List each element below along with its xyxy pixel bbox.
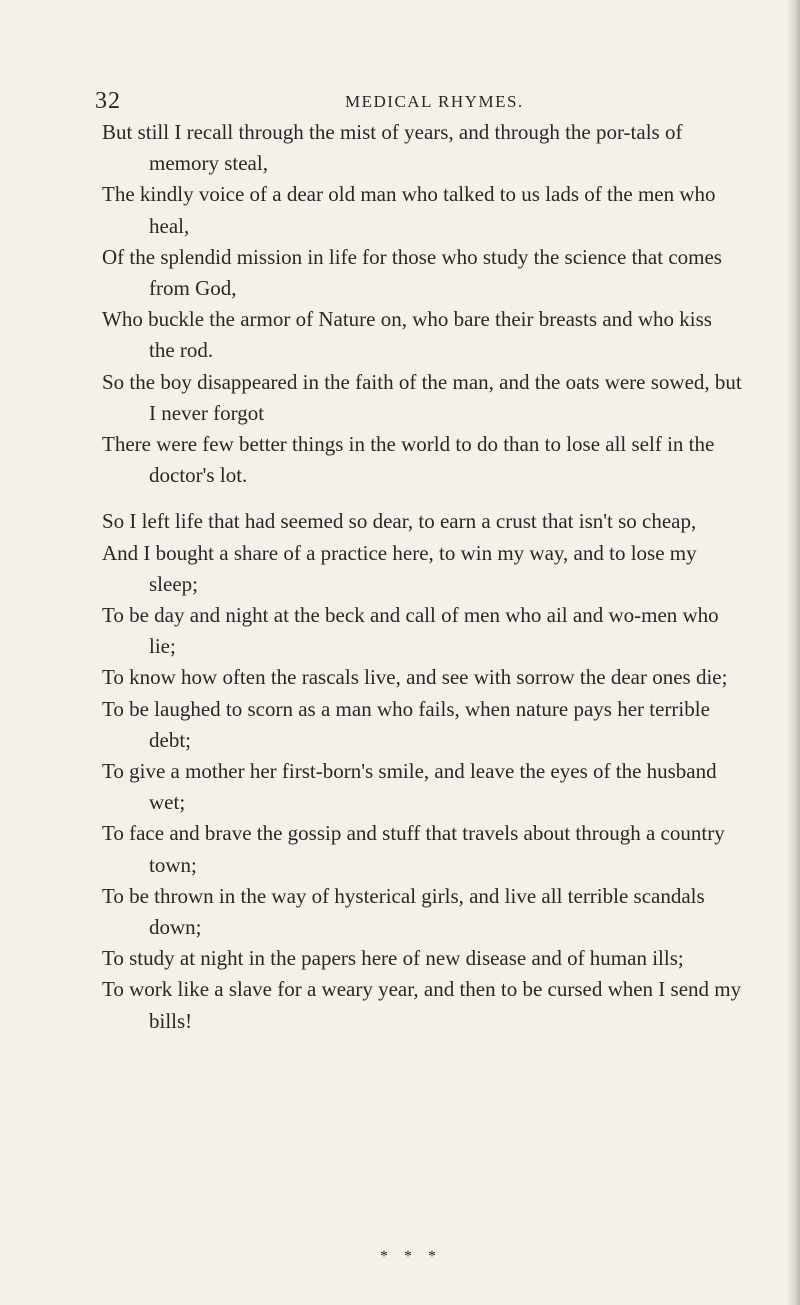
poem-line: To study at night in the papers here of new disease and of human ills; — [102, 946, 684, 971]
poem-line: There were few better things in the world to do than to lose all self in the doctor's lot. — [102, 432, 715, 488]
section-break-asterisks: * * * — [380, 1248, 442, 1265]
poem-line: But still I recall through the mist of years, and through the por-tals of memory steal, — [102, 120, 683, 176]
poem-line: Of the splendid mission in life for those who study the science that comes from God, — [102, 244, 722, 301]
page-edge-shadow — [786, 0, 800, 1305]
running-title: MEDICAL RHYMES. — [345, 92, 524, 111]
poem-line: To be laughed to scorn as a man who fails, when nature pays her terrible debt; — [102, 696, 710, 752]
stanza-2 — [102, 506, 742, 1036]
poem-line: So I left life that had seemed so dear, to earn a crust that isn't so cheap, — [102, 509, 697, 534]
poem-line: To work like a slave for a weary year, and then to be cursed when I send my bills! — [102, 977, 742, 1033]
poem-line: To know how often the rascals live, and see with sorrow the dear ones die; — [102, 665, 728, 690]
poem-line: And I bought a share of a practice here, to win my way, and to lose my sleep; — [102, 540, 697, 596]
poem-line: Who buckle the armor of Nature on, who bare their breasts and who kiss the rod. — [102, 307, 712, 363]
stanza-1 — [102, 117, 742, 491]
page-header — [95, 88, 695, 118]
poem-line: To be thrown in the way of hysterical girls, and live all terrible scandals down; — [102, 883, 705, 940]
poem-line: To give a mother her first-born's smile, and leave the eyes of the husband wet; — [102, 759, 717, 815]
poem-line: The kindly voice of a dear old man who talked to us lads of the men who heal, — [102, 182, 716, 238]
page-number: 32 — [95, 88, 121, 114]
poem-body — [102, 117, 742, 1037]
poem-line: To be day and night at the beck and call of men who ail and wo-men who lie; — [102, 603, 719, 659]
poem-line: So the boy disappeared in the faith of the man, and the oats were sowed, but I never forgot — [102, 369, 742, 425]
poem-line: To face and brave the gossip and stuff that travels about through a country town; — [102, 821, 725, 877]
